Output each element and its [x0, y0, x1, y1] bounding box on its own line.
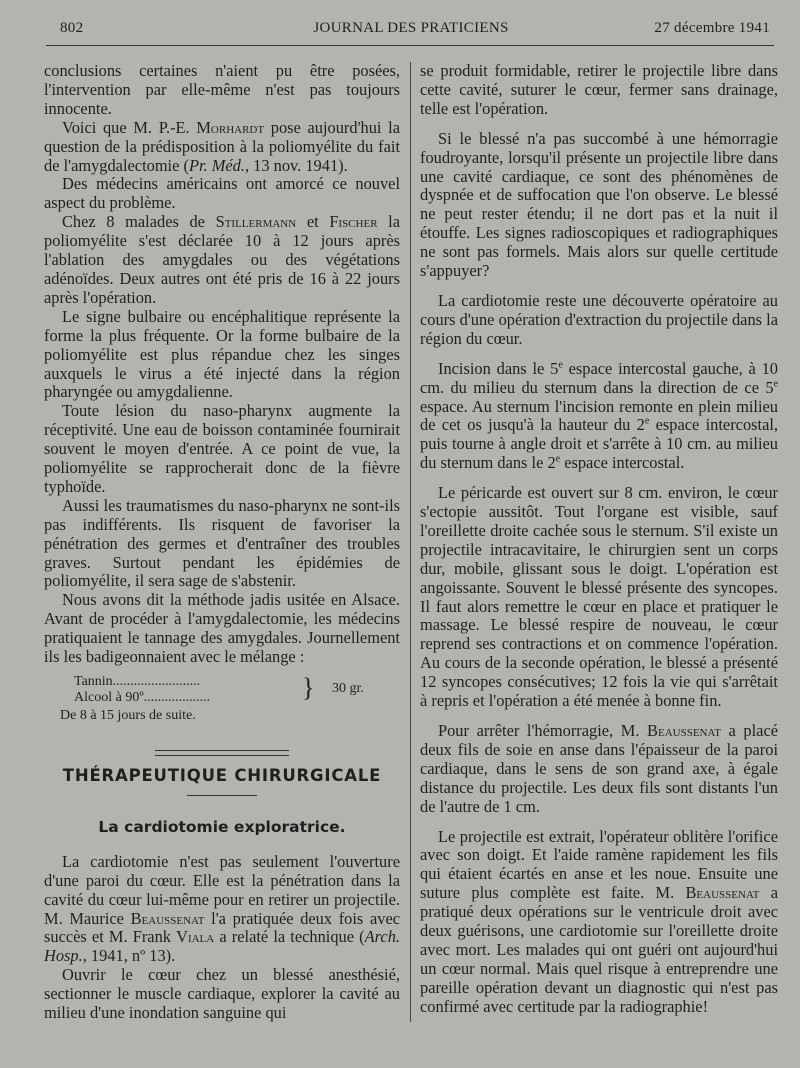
paragraph: Chez 8 malades de Stillermann et Fischer la poliomyélite s'est déclarée 10 à 12 jours après l'ablation des amygdales ou des végétations adénoïdes. Deux autres ont été pris de 16 à 22 jours après l'opération.: [44, 212, 401, 307]
column-divider: [410, 62, 411, 1022]
paragraph: Toute lésion du naso-pharynx augmente la réceptivité. Une eau de boisson contaminée fournirait souvent le moyen d'entrée. A ce point de vue, la poliomyélite se rapprocherait donc de la fièvre typhoïde.: [44, 401, 400, 496]
author-name: Beaussenat: [130, 908, 205, 928]
section-title: THÉRAPEUTIQUE CHIRURGICALE: [62, 766, 382, 785]
page-header: [52, 20, 770, 42]
paragraph: Nous avons dit la méthode jadis usitée en Alsace. Avant de procéder à l'amygdalectomie, les médecins pratiquaient le tannage des amygdales. Journellement ils les badigeonnaient avec le mélange :: [44, 590, 400, 667]
paragraph: Incision dans le 5e espace intercostal gauche, à 10 cm. du milieu du sternum dans la direction de ce 5e espace. Au sternum l'incision remonte en plein milieu de cet os jusqu'à la hauteur du 2e espace intercostal, puis tourne à angle droit et s'arrête à 10 cm. au milieu du sternum dans le 2e espace intercostal.: [420, 358, 779, 473]
journal-reference: Pr. Méd.: [188, 155, 245, 175]
formula-line: Alcool à 90º...................: [74, 690, 211, 705]
paragraph: Aussi les traumatismes du naso-pharynx ne sont-ils pas indifférents. Ils risquent de favoriser la pénétration des germes et d'entraîner des troubles graves. Surtout pendant les épidémies de poliomyélite, il sera sage de s'abstenir.: [44, 495, 400, 591]
paragraph: se produit formidable, retirer le projectile libre dans cette cavité, suturer le cœur, fermer sans drainage, telle est l'opération.: [420, 61, 778, 118]
paragraph: Pour arrêter l'hémorragie, M. Beaussenat a placé deux fils de soie en anse dans l'épaisseur de la paroi cardiaque, dans le sens de son grand axe, à égale distance du projectile. Les deux fils sont distants l'un de l'autre de 1 cm.: [420, 721, 778, 816]
author-name: Fischer: [329, 212, 378, 232]
paragraph: Le signe bulbaire ou encéphalitique représente la forme la plus fréquente. Or la forme bulbaire de la poliomyélite est plus répandue chez les singes auxquels le virus a été injecté dans la région pharyngée ou amygdalienne.: [44, 306, 400, 402]
paragraph: Voici que M. P.-E. Morhardt pose aujourd'hui la question de la prédisposition à la poliomyélite du fait de l'amygdalectomie (Pr. Méd., 13 nov. 1941).: [44, 117, 400, 175]
page-number: 802: [60, 20, 84, 36]
header-rule: [46, 45, 774, 46]
paragraph: Le projectile est extrait, l'opérateur oblitère l'orifice avec son doigt. Et l'aide ramène rapidement les fils qui étaient écartés en anse et les noue. Ensuite une suture plus complète est faite. M. Beaussenat a pratiqué deux opérations sur le ventricule droit avec deux guérisons, une cardiotomie sur l'oreillette droite avec mort. Les malades qui ont guéri ont aujourd'hui un cœur normal. Mais quel risque à entreprendre une pareille opération devant un diagnostic qui n'est pas confirmé avec certitude par la radiographie!: [420, 826, 778, 1016]
author-name: Beaussenat: [647, 721, 721, 740]
author-name: Beaussenat: [685, 883, 760, 903]
journal-title: JOURNAL DES PRATICIENS: [313, 20, 509, 36]
formula-duration: De 8 à 15 jours de suite.: [60, 708, 196, 723]
paragraph: Le péricarde est ouvert sur 8 cm. environ, le cœur s'ectopie aussitôt. Tout l'organe est visible, sauf l'oreillette droite cachée sous le sternum. S'il existe un projectile intracavitaire, le chirurgien sent un corps dur, mobile, glissant sous le doigt. L'opération est angoissante. Souvent le blessé présente des syncopes. Il faut alors remettre le cœur en place et pratiquer le massage. Le blessé respire de nouveau, le cœur reprend ses contractions et on commence l'opération. Au cours de la seconde opération, le blessé a présenté 12 syncopes consécutives; 12 fois la vie qui s'arrêtait à repris et l'opération a été menée à bonne fin.: [420, 483, 778, 711]
author-name: Viala: [176, 927, 215, 947]
paragraph: Des médecins américains ont amorcé ce nouvel aspect du problème.: [44, 174, 400, 213]
section-separator: [187, 795, 257, 796]
paragraph: La cardiotomie n'est pas seulement l'ouverture d'une paroi du cœur. Elle est la pénétration dans la cavité du cœur lui-même pour en retirer un projectile. M. Maurice Beaussenat l'a pratiquée deux fois avec succès et M. Frank Viala a relaté la technique (Arch. Hosp., 1941, nº 13).: [44, 851, 400, 966]
formula-brace: }: [302, 673, 315, 702]
author-name: Morhardt: [196, 117, 265, 137]
formula-block: [44, 672, 400, 722]
formula-line: Tannin.........................: [74, 674, 201, 689]
paragraph: La cardiotomie reste une découverte opératoire au cours d'une opération d'extraction du projectile dans la région du cœur.: [420, 290, 778, 348]
left-column: [44, 62, 400, 1023]
paragraph: Si le blessé n'a pas succombé à une hémorragie foudroyante, lorsqu'il présente un projectile libre dans une cavité cardiaque, ce sont des phénomènes de dyspnée et de suffocation que l'on observe. Le blessé ne peut rester étendu; il ne dort pas et la nuit il étouffe. Les signes radioscopiques et radiographiques ne sont pas formels. Mais alors sur quelle certitude s'appuyer?: [420, 128, 778, 281]
formula-dose: 30 gr.: [332, 681, 364, 696]
article-title: La cardiotomie exploratrice.: [98, 817, 346, 836]
author-name: Stillermann: [215, 212, 297, 232]
paragraph: conclusions certaines n'aient pu être posées, l'intervention par elle-même n'est pas toujours innocente.: [44, 61, 400, 118]
issue-date: 27 décembre 1941: [654, 20, 770, 36]
section-double-rule: [155, 750, 289, 756]
journal-reference: Arch. Hosp.: [44, 927, 400, 966]
paragraph: Ouvrir le cœur chez un blessé anesthésié, sectionner le muscle cardiaque, explorer la cavité au milieu d'une inondation sanguine qui: [44, 965, 400, 1023]
right-column: [420, 62, 778, 1017]
